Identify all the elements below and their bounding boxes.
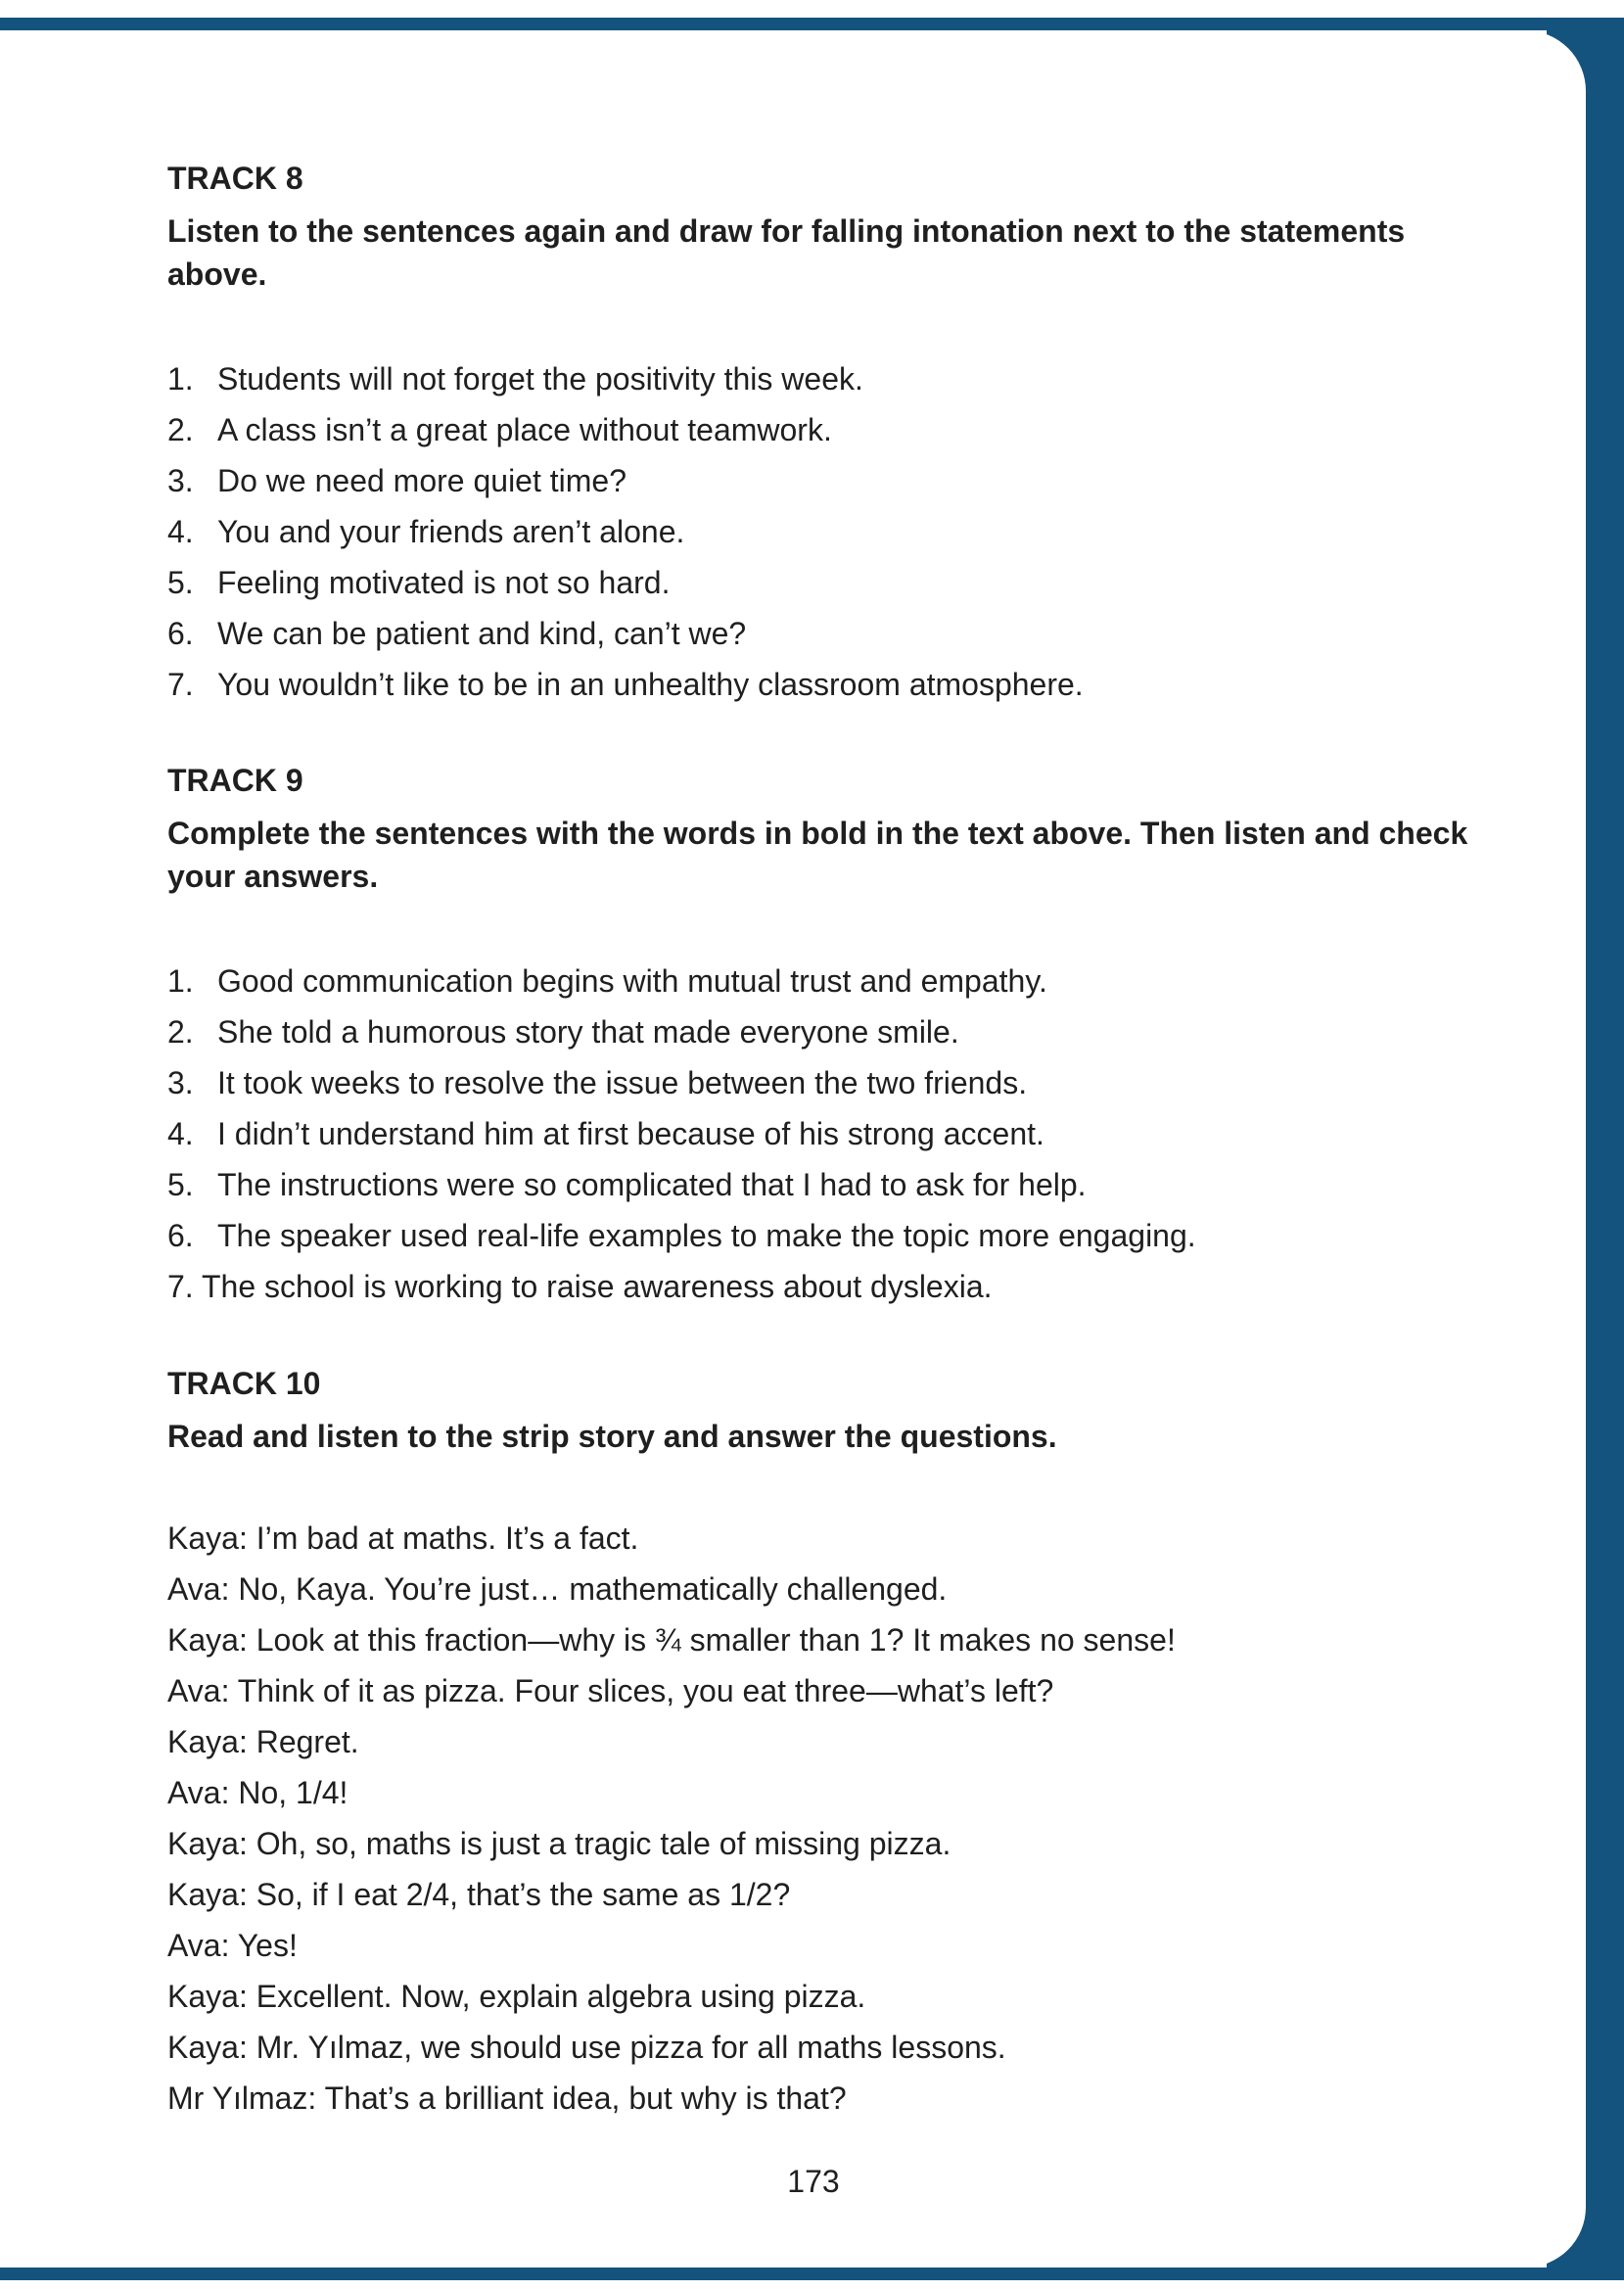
page-frame-bottom [0,2268,1624,2280]
page-frame-top [0,18,1624,30]
dialogue-line: Kaya: Excellent. Now, explain algebra using pizza. [167,1979,866,2014]
list-item: 7. The school is working to raise awareness about dyslexia. [167,1269,993,1304]
list-item-number: 1. [167,361,194,397]
dialogue-line: Ava: No, Kaya. You’re just… mathematically challenged. [167,1571,948,1607]
list-item-number: 3. [167,1065,194,1100]
list-item [167,1006,1196,1057]
track-10-heading: TRACK 10 [167,1366,321,1401]
dialogue-line: Kaya: Mr. Yılmaz, we should use pizza for all maths lessons. [167,2030,1006,2065]
list-item [167,608,1084,659]
list-item [167,455,1084,506]
list-item-number: 3. [167,463,194,498]
list-item-number: 4. [167,514,194,549]
list-item-text: She told a humorous story that made everyone smile. [217,1014,959,1050]
track-10-instruction: Read and listen to the strip story and answer the questions. [167,1419,1057,1454]
list-item-text: Good communication begins with mutual trust and empathy. [217,963,1047,999]
dialogue-line: Kaya: Look at this fraction—why is ¾ smaller than 1? It makes no sense! [167,1622,1176,1658]
list-item-number: 7. [167,667,194,702]
list-item-text: The speaker used real-life examples to make the topic more engaging. [217,1218,1196,1253]
list-item [167,1159,1196,1210]
list-item [167,1057,1196,1108]
list-item-text: You and your friends aren’t alone. [217,514,685,549]
list-item-number: 4. [167,1116,194,1151]
list-item [167,404,1084,455]
dialogue-line: Kaya: So, if I eat 2/4, that’s the same as 1/2? [167,1877,791,1912]
list-item-number: 6. [167,1218,194,1253]
list-item-text: Feeling motivated is not so hard. [217,565,671,600]
list-item [167,1108,1196,1159]
list-item-number: 2. [167,1014,194,1050]
list-item [167,557,1084,608]
list-item-text: I didn’t understand him at first because of his strong accent. [217,1116,1044,1151]
track-8-sentence-list [167,353,1084,710]
dialogue-line: Kaya: I’m bad at maths. It’s a fact. [167,1520,639,1556]
track-9-heading: TRACK 9 [167,763,303,798]
list-item [167,1210,1196,1261]
list-item-text: Do we need more quiet time? [217,463,626,498]
list-item [167,956,1196,1006]
list-item [167,506,1084,557]
track-9-instruction: Complete the sentences with the words in bold in the text above. Then listen and check your answers. [167,816,1468,894]
list-item-text: The instructions were so complicated that I had to ask for help. [217,1167,1087,1202]
track-8-heading: TRACK 8 [167,161,303,196]
list-item-number: 5. [167,1167,194,1202]
track-9-last-item [167,1261,993,1312]
track-8-instruction: Listen to the sentences again and draw for falling intonation next to the statements above. [167,213,1406,292]
list-item-text: We can be patient and kind, can’t we? [217,616,747,651]
list-item-number: 5. [167,565,194,600]
dialogue-line: Ava: No, 1/4! [167,1775,348,1810]
list-item-text: It took weeks to resolve the issue between the two friends. [217,1065,1028,1100]
page-number: 173 [787,2164,840,2199]
dialogue-line: Ava: Think of it as pizza. Four slices, you eat three—what’s left? [167,1673,1054,1708]
track-9-sentence-list [167,956,1196,1261]
list-item [167,659,1084,710]
list-item-text: A class isn’t a great place without teamwork. [217,412,832,447]
list-item-number: 1. [167,963,194,999]
list-item-number: 2. [167,412,194,447]
list-item-number: 6. [167,616,194,651]
dialogue-line: Kaya: Regret. [167,1724,359,1759]
list-item-text: You wouldn’t like to be in an unhealthy classroom atmosphere. [217,667,1084,702]
dialogue-line: Mr Yılmaz: That’s a brilliant idea, but why is that? [167,2081,847,2116]
page-panel [0,30,1586,2268]
track-10-strip-story [167,1513,1176,2124]
list-item [167,353,1084,404]
list-item-text: Students will not forget the positivity this week. [217,361,863,397]
dialogue-line: Ava: Yes! [167,1928,298,1963]
dialogue-line: Kaya: Oh, so, maths is just a tragic tale of missing pizza. [167,1826,951,1861]
